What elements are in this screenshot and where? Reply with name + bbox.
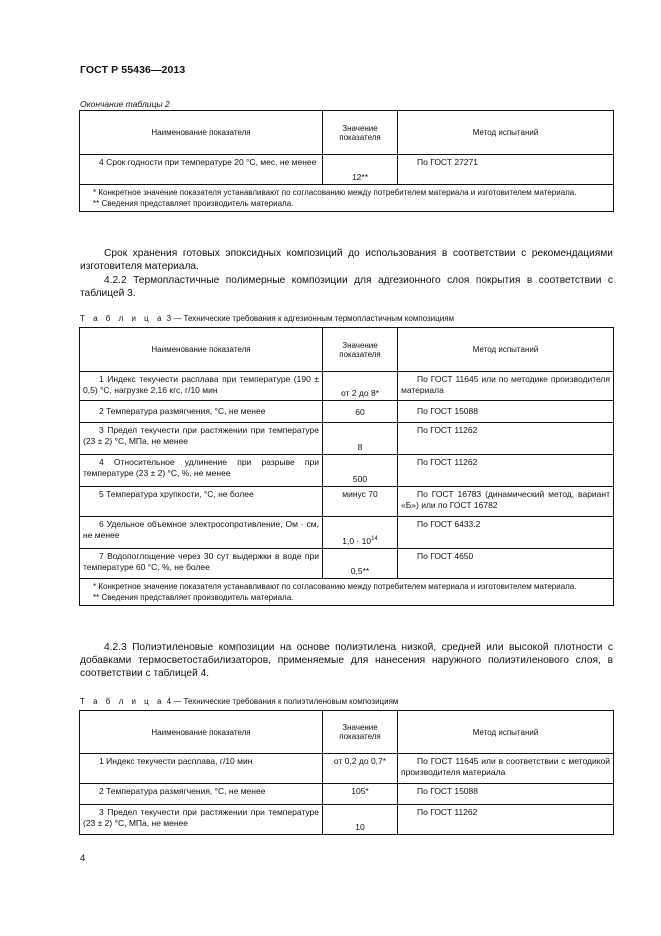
table-notes (80, 185, 614, 212)
row-value: 12** (323, 155, 398, 185)
table-2 (79, 110, 614, 212)
page-header-title: ГОСТ Р 55436—2013 (80, 64, 186, 76)
row-name: 2 Температура размягчения, °С, не менее (80, 401, 323, 423)
table-row (80, 549, 614, 579)
row-name: 4 Срок годности при температуре 20 °С, мес, не менее (80, 155, 323, 185)
table-row (80, 517, 614, 549)
row-name: 6 Удельное объемное электросопротивление, Ом · см, не менее (80, 517, 323, 549)
row-value: 105* (323, 784, 398, 805)
row-method: По ГОСТ 6433.2 (398, 517, 614, 549)
col-header-name: Наименование показателя (80, 328, 323, 372)
note-2: ** Сведения представляет производитель материала. (93, 593, 294, 602)
row-name: 7 Водопоглощение через 30 сут выдержки в воде при температуре 60 °С, %, не более (80, 549, 323, 579)
row-method: По ГОСТ 11262 (398, 805, 614, 835)
row-value: 500 (323, 455, 398, 487)
row-value: 8 (323, 423, 398, 455)
col-header-value: Значение показателя (323, 328, 398, 372)
table-row (80, 155, 614, 185)
row-value: от 0,2 до 0,7* (323, 754, 398, 784)
col-header-method: Метод испытаний (398, 111, 614, 155)
row-name: 5 Температура хрупкости, °С, не более (80, 487, 323, 517)
note-1: * Конкретное значение показателя устанавливают по согласованию между потребителем материала и изготовителем материала. (93, 188, 577, 197)
col-header-method: Метод испытаний (398, 328, 614, 372)
table-row (80, 455, 614, 487)
table-row (80, 805, 614, 835)
table-notes-row (80, 579, 614, 606)
row-method: По ГОСТ 27271 (398, 155, 614, 185)
table-3 (79, 327, 614, 606)
table-row (80, 372, 614, 401)
paragraph-storage: Срок хранения готовых эпоксидных композиций до использования в соответствии с рекомендациями изготовителя материала. (80, 248, 613, 272)
row-method: По ГОСТ 15088 (398, 784, 614, 805)
page-number: 4 (80, 853, 86, 864)
row-value: от 2 до 8* (323, 372, 398, 401)
table-row (80, 784, 614, 805)
row-method: По ГОСТ 11645 или в соответствии с методикой производителя материала (398, 754, 614, 784)
col-header-name: Наименование показателя (80, 111, 323, 155)
row-method: По ГОСТ 4650 (398, 549, 614, 579)
row-name: 3 Предел текучести при растяжении при температуре (23 ± 2) °С, МПа, не менее (80, 423, 323, 455)
row-name: 2 Температура размягчения, °С, не менее (80, 784, 323, 805)
row-method: По ГОСТ 11262 (398, 455, 614, 487)
row-value: 60 (323, 401, 398, 423)
row-name: 3 Предел текучести при растяжении при температуре (23 ± 2) °С, МПа, не менее (80, 805, 323, 835)
row-name: 1 Индекс текучести расплава, г/10 мин (80, 754, 323, 784)
note-2: ** Сведения представляет производитель материала. (93, 199, 294, 208)
table-notes-row (80, 185, 614, 212)
col-header-name: Наименование показателя (80, 711, 323, 754)
table4-caption: Т а б л и ц а 4 — Технические требования к полиэтиленовым композициям (80, 697, 399, 706)
col-header-method: Метод испытаний (398, 711, 614, 754)
row-name: 4 Относительное удлинение при разрыве при температуре (23 ± 2) °С, %, не менее (80, 455, 323, 487)
paragraph-4-2-3: 4.2.3 Полиэтиленовые композиции на основе полиэтилена низкой, средней или высокой плотности с добавками термосветостабилизаторов, применяемые для нанесения наружного полиэтиленового слоя, в соответствии с таблицей 4. (80, 642, 613, 679)
row-method: По ГОСТ 11262 (398, 423, 614, 455)
row-name: 1 Индекс текучести расплава при температуре (190 ± 0,5) °С, нагрузке 2,16 кгс, г/10 мин (80, 372, 323, 401)
value-exponent: 14 (371, 536, 378, 543)
table-notes (80, 579, 614, 606)
col-header-value: Значение показателя (323, 111, 398, 155)
table-row (80, 754, 614, 784)
table3-caption: Т а б л и ц а 3 — Технические требования к адгезионным термопластичным композициям (80, 314, 455, 323)
table-row (80, 487, 614, 517)
row-value: минус 70 (323, 487, 398, 517)
row-value: 10 (323, 805, 398, 835)
note-1: * Конкретное значение показателя устанавливают по согласованию между потребителем материала и изготовителем материала. (93, 582, 577, 591)
paragraph-4-2-2: 4.2.2 Термопластичные полимерные композиции для адгезионного слоя покрытия в соответствии с таблицей 3. (80, 275, 613, 299)
table-4 (79, 710, 614, 835)
row-method: По ГОСТ 11645 или по методике производителя материала (398, 372, 614, 401)
row-method: По ГОСТ 15088 (398, 401, 614, 423)
row-value: 0,5** (323, 549, 398, 579)
table-row (80, 401, 614, 423)
table2-caption: Окончание таблицы 2 (80, 99, 170, 109)
row-value: $1,0 \cdot 10^{14}$ (323, 517, 398, 549)
table-row (80, 423, 614, 455)
col-header-value: Значение показателя (323, 711, 398, 754)
row-method: По ГОСТ 16783 (динамический метод, вариант «Б») или по ГОСТ 16782 (398, 487, 614, 517)
